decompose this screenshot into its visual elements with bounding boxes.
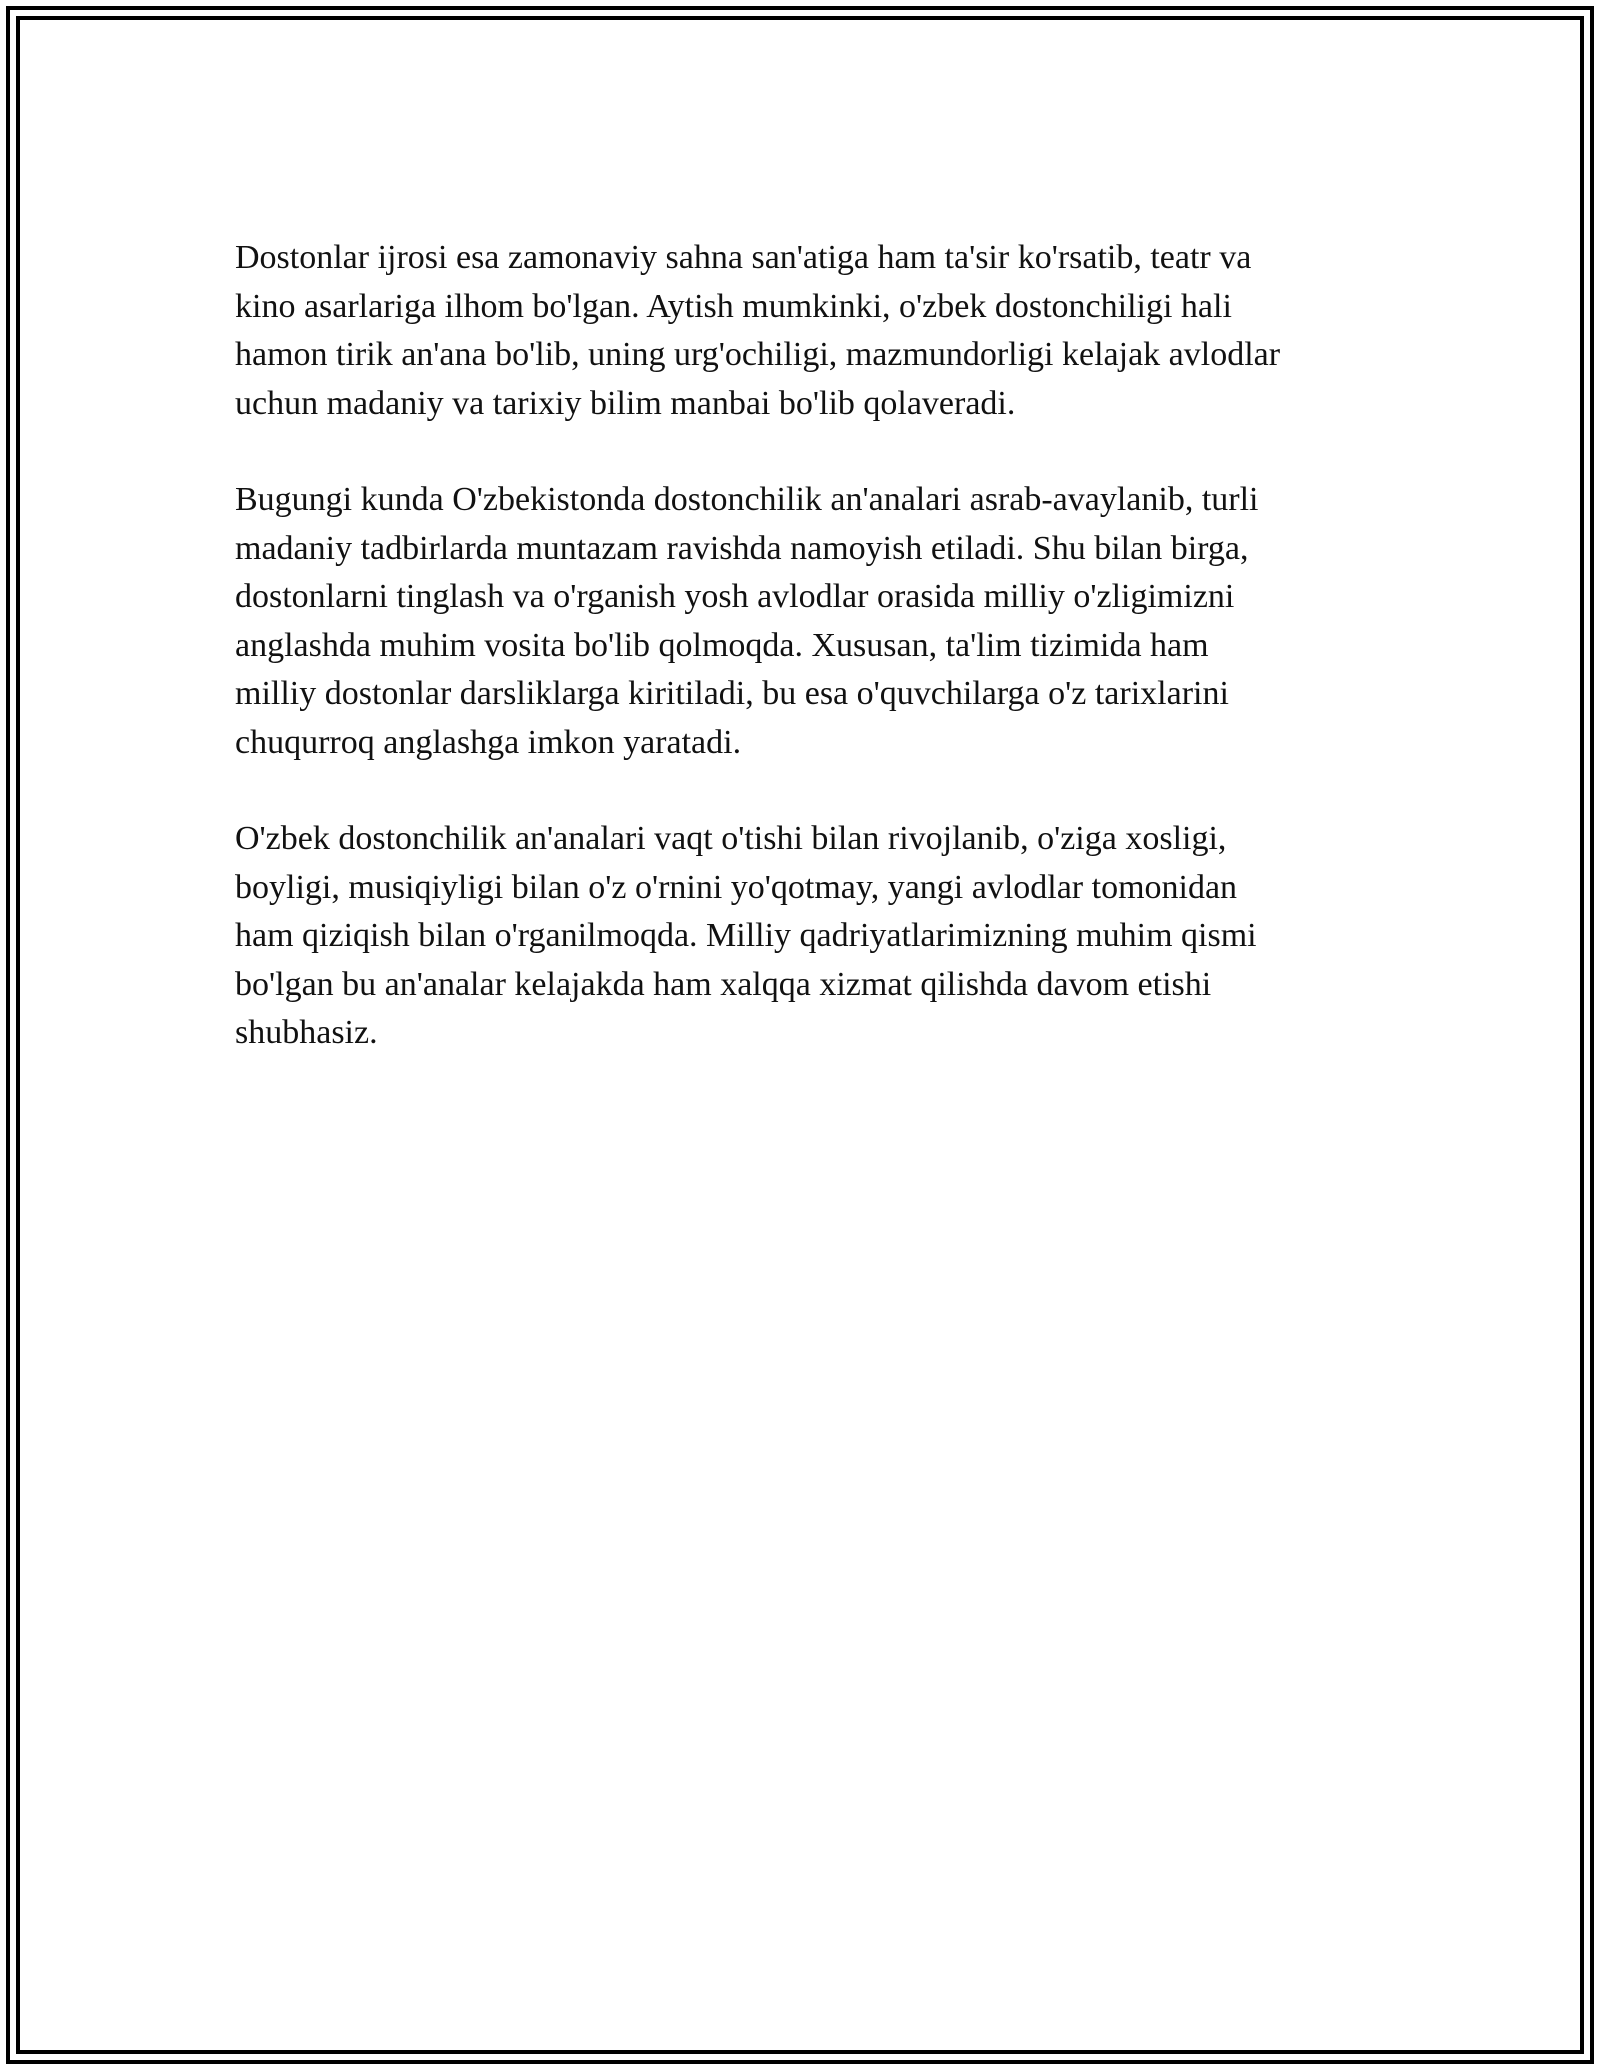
- paragraph-2: Bugungi kunda O'zbekistonda dostonchilik an'analari asrab-avaylanib, turli madaniy tadbirlarda muntazam ravishda namoyish etiladi. Shu bilan birga, dostonlarni tinglash va o'rganish yosh avlodlar orasida milliy o'zligimizni anglashda muhim vosita bo'lib qolmoqda. Xususan, ta'lim tizimida ham milliy dostonlar darsliklarga kiritiladi, bu esa o'quvchilarga o'z tarixlarini chuqurroq anglashga imkon yaratadi.: [235, 481, 1259, 761]
- paragraph-1: Dostonlar ijrosi esa zamonaviy sahna san'atiga ham ta'sir ko'rsatib, teatr va kino asarlariga ilhom bo'lgan. Aytish mumkinki, o'zbek dostonchiligi hali hamon tirik an'ana bo'lib, uning urg'ochiligi, mazmundorligi kelajak avlodlar uchun madaniy va tarixiy bilim manbai bo'lib qolaveradi.: [235, 239, 1281, 422]
- paragraph-3: O'zbek dostonchilik an'analari vaqt o'tishi bilan rivojlanib, o'ziga xosligi, boyligi, musiqiyligi bilan o'z o'rnini yo'qotmay, yangi avlodlar tomonidan ham qiziqish bilan o'rganilmoqda. Milliy qadriyatlarimizning muhim qismi bo'lgan bu an'analar kelajakda ham xalqqa xizmat qilishda davom etishi shubhasiz.: [235, 820, 1257, 1051]
- document-body: [235, 234, 1375, 1106]
